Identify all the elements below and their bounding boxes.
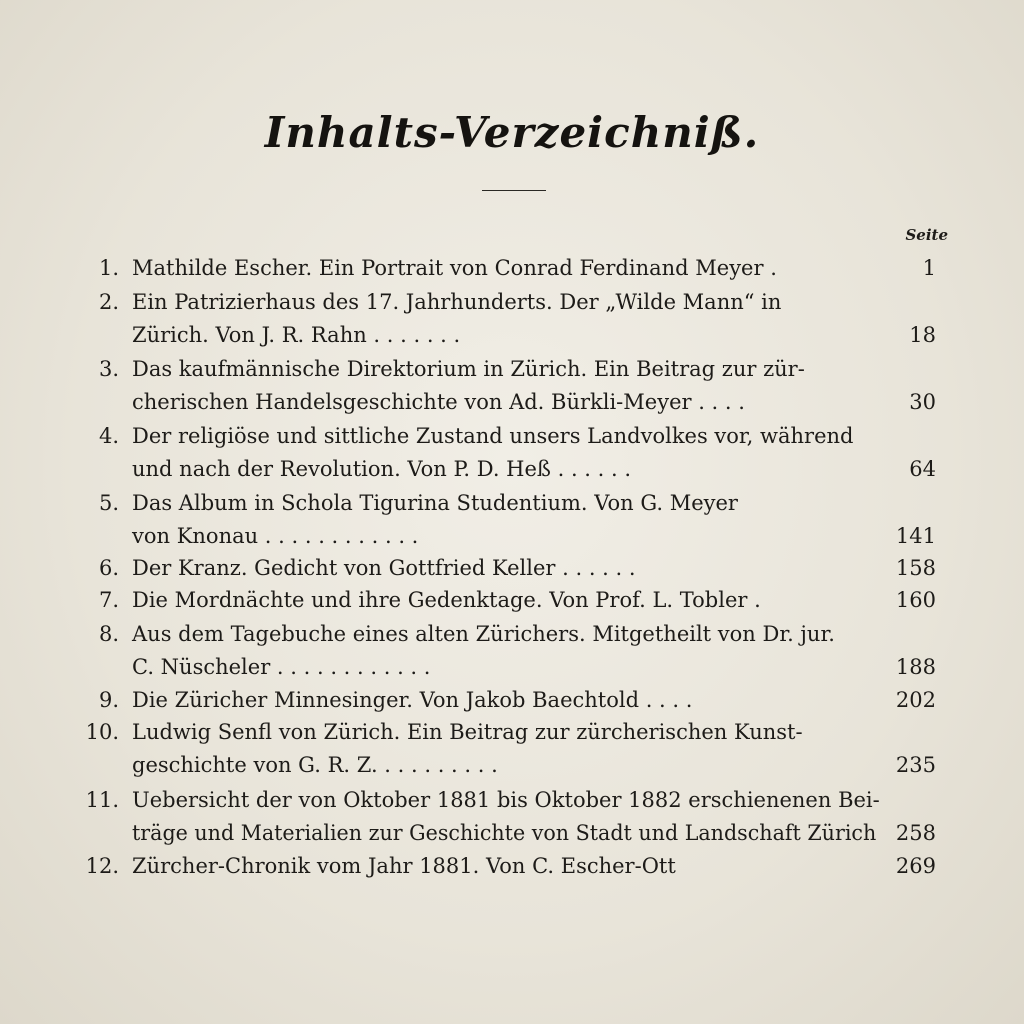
entry-page: 188 bbox=[895, 655, 936, 679]
entry-title: Das kaufmännische Direktorium in Zürich. Ein Beitrag zur zür- bbox=[132, 357, 805, 381]
entry-number: 1. bbox=[98, 256, 119, 280]
entry-page: 160 bbox=[895, 588, 936, 612]
entry-page: 269 bbox=[895, 854, 936, 878]
entry-number: 2. bbox=[98, 290, 119, 314]
entry-number: 8. bbox=[98, 622, 119, 646]
entry-title-continued: von Knonau . . . . . . . . . . . . bbox=[132, 524, 419, 548]
entry-page: 1 bbox=[922, 256, 936, 280]
toc-entry-3 bbox=[0, 353, 1024, 386]
title-divider bbox=[482, 190, 546, 191]
entry-page: 158 bbox=[895, 556, 936, 580]
entry-number: 4. bbox=[98, 424, 119, 448]
entry-title: Mathilde Escher. Ein Portrait von Conrad Ferdinand Meyer . bbox=[132, 256, 777, 280]
entry-title: Die Züricher Minnesinger. Von Jakob Baechtold . . . . bbox=[132, 688, 693, 712]
toc-entry-10 bbox=[0, 716, 1024, 749]
entry-title: Die Mordnächte und ihre Gedenktage. Von Prof. L. Tobler . bbox=[132, 588, 761, 612]
toc-entry-6 bbox=[0, 552, 1024, 585]
toc-entry-11-cont bbox=[0, 817, 1024, 850]
toc-entry-9 bbox=[0, 684, 1024, 717]
entry-page: 202 bbox=[895, 688, 936, 712]
entry-title: Aus dem Tagebuche eines alten Zürichers. Mitgetheilt von Dr. jur. bbox=[132, 622, 835, 646]
entry-number: 11. bbox=[85, 788, 119, 812]
toc-entry-2-cont bbox=[0, 319, 1024, 352]
toc-entry-11 bbox=[0, 784, 1024, 817]
toc-entry-4 bbox=[0, 420, 1024, 453]
entry-number: 10. bbox=[85, 720, 119, 744]
entry-title: Der Kranz. Gedicht von Gottfried Keller . . . . . . bbox=[132, 556, 636, 580]
entry-page: 18 bbox=[909, 323, 936, 347]
toc-entry-5 bbox=[0, 487, 1024, 520]
entry-number: 12. bbox=[85, 854, 119, 878]
toc-entry-2 bbox=[0, 286, 1024, 319]
entry-title-continued: Zürich. Von J. R. Rahn . . . . . . . bbox=[132, 323, 461, 347]
entry-title: Zürcher-Chronik vom Jahr 1881. Von C. Escher-Ott bbox=[132, 854, 676, 878]
entry-title: Das Album in Schola Tigurina Studentium. Von G. Meyer bbox=[132, 491, 738, 515]
toc-entry-3-cont bbox=[0, 386, 1024, 419]
toc-entry-12 bbox=[0, 850, 1024, 883]
entry-number: 7. bbox=[98, 588, 119, 612]
entry-number: 3. bbox=[98, 357, 119, 381]
entry-page: 235 bbox=[895, 753, 936, 777]
entry-title-continued: träge und Materialien zur Geschichte von Stadt und Landschaft Zürich bbox=[132, 821, 877, 845]
entry-page: 258 bbox=[895, 821, 936, 845]
toc-entry-5-cont bbox=[0, 520, 1024, 553]
toc-entry-7 bbox=[0, 584, 1024, 617]
entry-page: 64 bbox=[909, 457, 936, 481]
entry-number: 9. bbox=[98, 688, 119, 712]
entry-title-continued: und nach der Revolution. Von P. D. Heß . . . . . . bbox=[132, 457, 632, 481]
page-column-header: Seite bbox=[905, 226, 948, 244]
toc-entry-10-cont bbox=[0, 749, 1024, 782]
toc-entry-8-cont bbox=[0, 651, 1024, 684]
toc-entry-4-cont bbox=[0, 453, 1024, 486]
entry-title-continued: cherischen Handelsgeschichte von Ad. Bürkli-Meyer . . . . bbox=[132, 390, 745, 414]
entry-title: Ludwig Senfl von Zürich. Ein Beitrag zur zürcherischen Kunst- bbox=[132, 720, 803, 744]
entry-number: 6. bbox=[98, 556, 119, 580]
entry-title-continued: C. Nüscheler . . . . . . . . . . . . bbox=[132, 655, 431, 679]
entry-page: 141 bbox=[895, 524, 936, 548]
toc-entry-1 bbox=[0, 252, 1024, 285]
entry-title-continued: geschichte von G. R. Z. . . . . . . . . . bbox=[132, 753, 498, 777]
page-title: Inhalts-Verzeichniß. bbox=[264, 108, 760, 157]
entry-title: Uebersicht der von Oktober 1881 bis Oktober 1882 erschienenen Bei- bbox=[132, 788, 880, 812]
entry-title: Der religiöse und sittliche Zustand unsers Landvolkes vor, während bbox=[132, 424, 854, 448]
entry-page: 30 bbox=[909, 390, 936, 414]
entry-title: Ein Patrizierhaus des 17. Jahrhunderts. Der „Wilde Mann“ in bbox=[132, 290, 782, 314]
toc-entry-8 bbox=[0, 618, 1024, 651]
entry-number: 5. bbox=[98, 491, 119, 515]
